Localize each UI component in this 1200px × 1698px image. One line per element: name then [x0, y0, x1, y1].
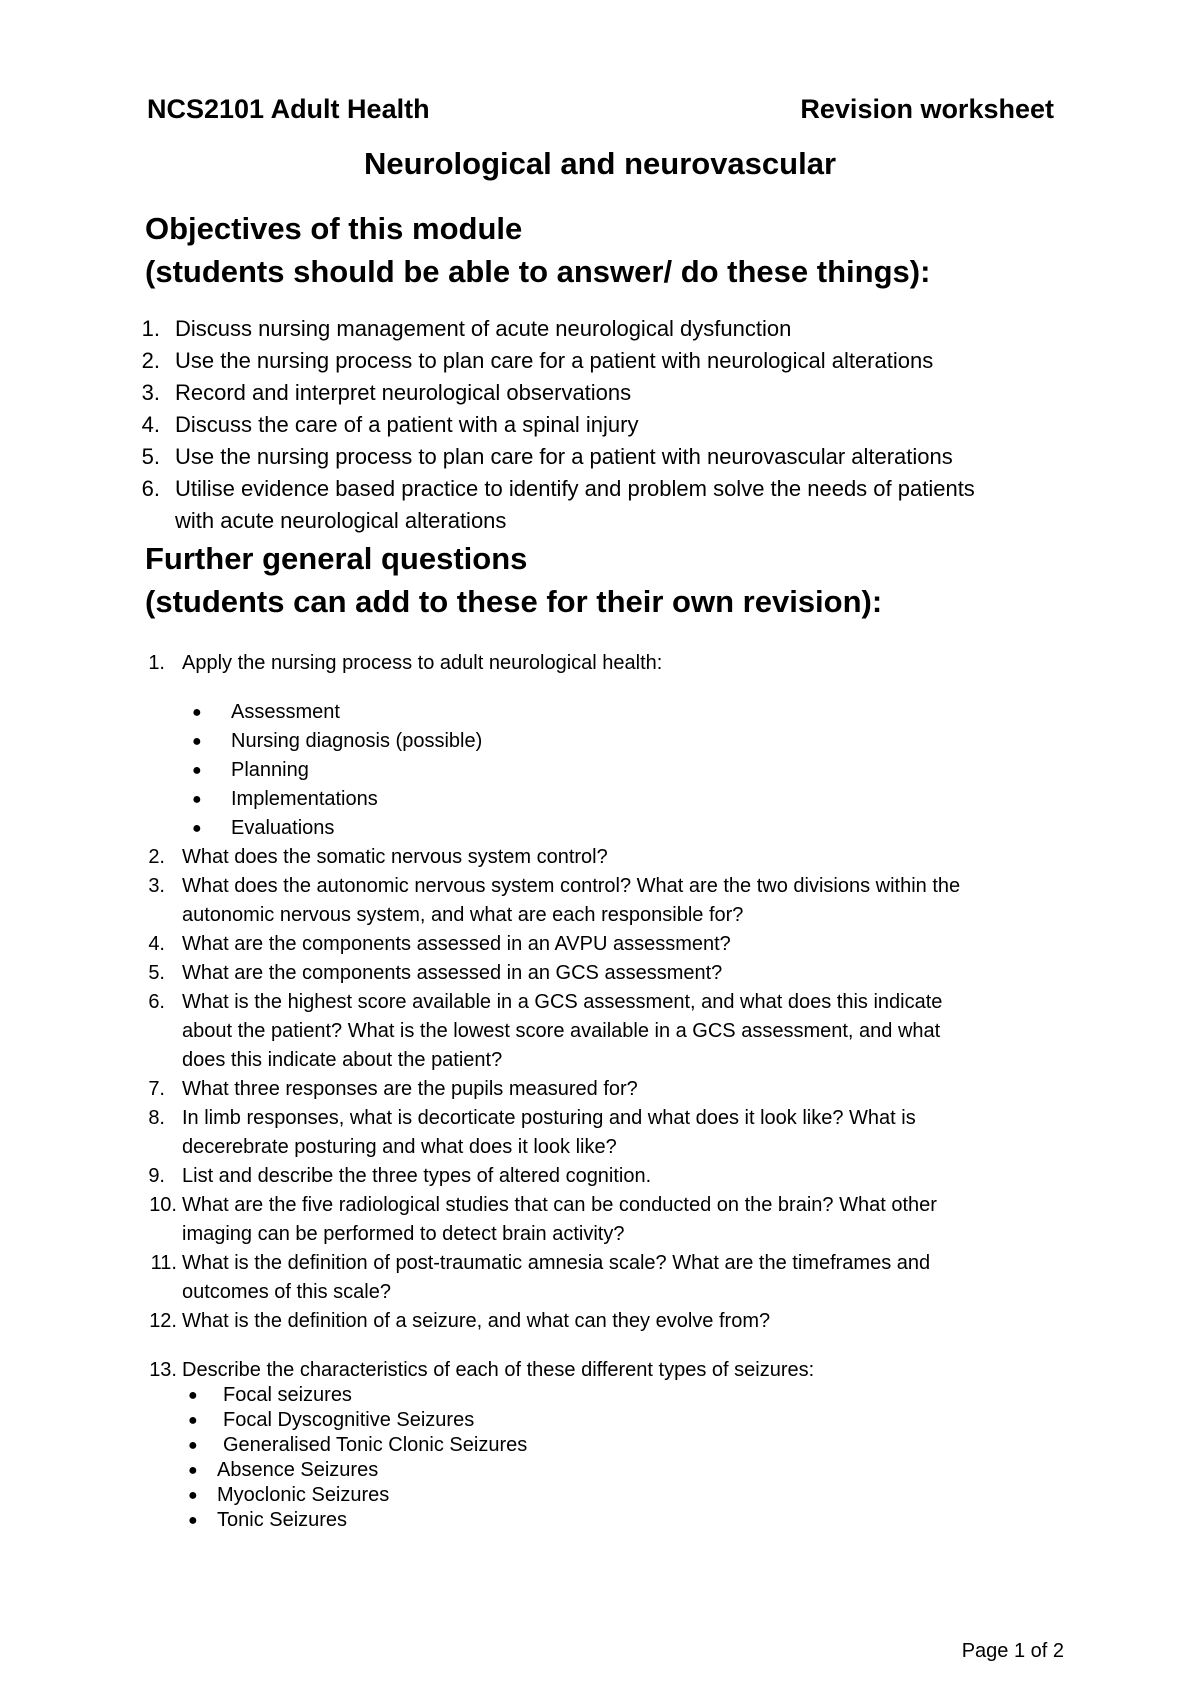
list-number: 5.	[141, 444, 160, 469]
question-number: 6.	[148, 991, 165, 1013]
question-number: 9.	[148, 1165, 165, 1187]
page-number: Page 1 of 2	[961, 1640, 1064, 1662]
bullet-icon: ●	[188, 1412, 198, 1429]
bullet-icon: ●	[192, 762, 202, 779]
bullet-text: Assessment	[231, 701, 340, 723]
bullet-icon: ●	[192, 820, 202, 837]
question-number: 11.	[150, 1252, 177, 1274]
bullet-text: Myoclonic Seizures	[217, 1484, 390, 1506]
question-number: 12.	[149, 1310, 177, 1332]
question-number: 8.	[148, 1107, 165, 1129]
question-number: 3.	[148, 875, 165, 897]
list-number: 3.	[141, 380, 160, 405]
bullet-icon: ●	[192, 791, 202, 808]
question-text-continued: does this indicate about the patient?	[182, 1049, 503, 1071]
bullet-icon: ●	[188, 1387, 198, 1404]
question-text-continued: autonomic nervous system, and what are each responsible for?	[182, 904, 744, 926]
list-text: Discuss the care of a patient with a spinal injury	[175, 412, 639, 437]
question-text-continued: outcomes of this scale?	[182, 1281, 391, 1303]
questions-heading: Further general questions	[145, 541, 528, 576]
question-number: 5.	[148, 962, 165, 984]
bullet-text: Tonic Seizures	[217, 1509, 348, 1531]
bullet-text: Focal seizures	[223, 1384, 352, 1406]
question-text: What are the five radiological studies that can be conducted on the brain? What other	[182, 1194, 937, 1216]
question-number: 13.	[149, 1359, 177, 1381]
question-text: Describe the characteristics of each of these different types of seizures:	[182, 1359, 815, 1381]
list-number: 6.	[141, 476, 160, 501]
question-number: 7.	[148, 1078, 165, 1100]
question-text-continued: about the patient? What is the lowest score available in a GCS assessment, and what	[182, 1020, 941, 1042]
question-text-continued: imaging can be performed to detect brain activity?	[182, 1223, 625, 1245]
question-text: What is the highest score available in a GCS assessment, and what does this indicate	[182, 991, 943, 1013]
bullet-text: Evaluations	[231, 817, 335, 839]
question-text: In limb responses, what is decorticate posturing and what does it look like? What is	[182, 1107, 916, 1129]
list-text-continued: with acute neurological alterations	[175, 508, 507, 533]
list-text: Record and interpret neurological observations	[175, 380, 632, 405]
page-title: Neurological and neurovascular	[363, 146, 837, 181]
list-number: 4.	[141, 412, 160, 437]
question-text: Apply the nursing process to adult neurological health:	[182, 652, 663, 674]
list-text: Discuss nursing management of acute neurological dysfunction	[175, 316, 792, 341]
question-text-continued: decerebrate posturing and what does it look like?	[182, 1136, 617, 1158]
objectives-subheading: (students should be able to answer/ do these things):	[145, 254, 931, 289]
question-text: What are the components assessed in an GCS assessment?	[182, 962, 723, 984]
question-text: What does the autonomic nervous system control? What are the two divisions within the	[182, 875, 961, 897]
list-number: 1.	[141, 316, 160, 341]
question-text: What are the components assessed in an AVPU assessment?	[182, 933, 731, 955]
question-number: 4.	[148, 933, 165, 955]
bullet-text: Absence Seizures	[217, 1459, 379, 1481]
objectives-heading: Objectives of this module	[145, 211, 523, 246]
list-text: Utilise evidence based practice to identify and problem solve the needs of patients	[175, 476, 975, 501]
question-number: 10.	[149, 1194, 177, 1216]
list-number: 2.	[141, 348, 160, 373]
bullet-icon: ●	[188, 1437, 198, 1454]
bullet-text: Generalised Tonic Clonic Seizures	[223, 1434, 528, 1456]
bullet-icon: ●	[188, 1487, 198, 1504]
bullet-text: Implementations	[231, 788, 378, 810]
bullet-icon: ●	[188, 1512, 198, 1529]
bullet-text: Planning	[231, 759, 309, 781]
question-text: What is the definition of a seizure, and what can they evolve from?	[182, 1310, 771, 1332]
doc-type: Revision worksheet	[800, 94, 1054, 124]
bullet-text: Focal Dyscognitive Seizures	[223, 1409, 475, 1431]
question-text: What does the somatic nervous system control?	[182, 846, 608, 868]
bullet-icon: ●	[192, 733, 202, 750]
list-text: Use the nursing process to plan care for a patient with neurological alterations	[175, 348, 934, 373]
question-text: What is the definition of post-traumatic amnesia scale? What are the timeframes and	[182, 1252, 931, 1274]
question-text: What three responses are the pupils measured for?	[182, 1078, 638, 1100]
bullet-icon: ●	[188, 1462, 198, 1479]
list-text: Use the nursing process to plan care for a patient with neurovascular alterations	[175, 444, 953, 469]
question-number: 1.	[148, 652, 165, 674]
course-code: NCS2101 Adult Health	[147, 94, 430, 124]
question-text: List and describe the three types of altered cognition.	[182, 1165, 652, 1187]
bullet-text: Nursing diagnosis (possible)	[231, 730, 483, 752]
questions-subheading: (students can add to these for their own revision):	[145, 584, 883, 619]
bullet-icon: ●	[192, 704, 202, 721]
question-number: 2.	[148, 846, 165, 868]
